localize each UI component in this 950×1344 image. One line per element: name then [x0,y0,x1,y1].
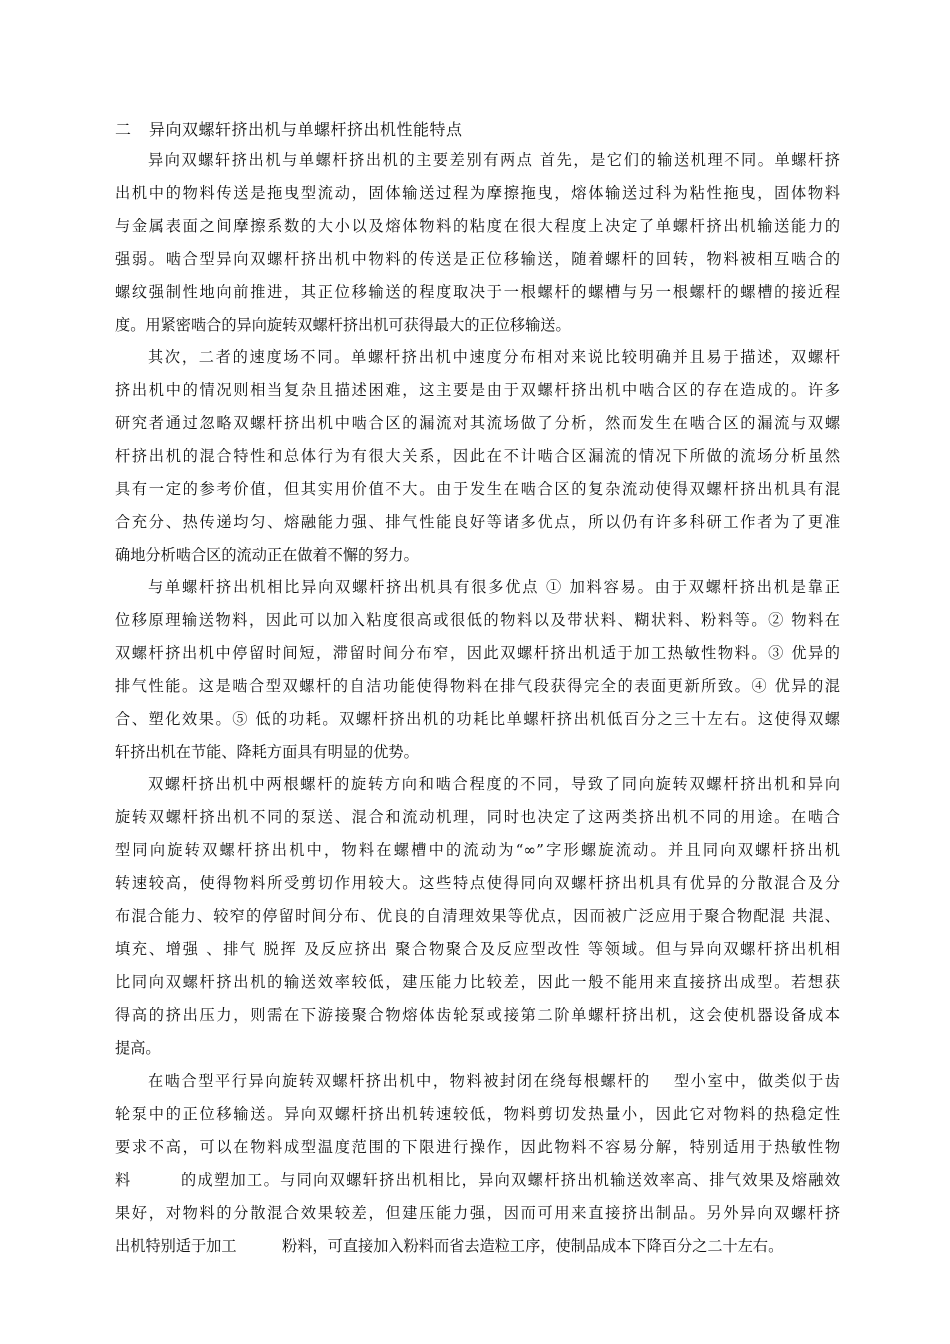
paragraph-1-line-1: 异向双螺轩挤出机与单螺杆挤出机的主要差别有两点 首先，是它们的输送机理不同。单螺杆挤 [148,151,840,169]
paragraph-4-line-6: 填充、增强 、排气 脱挥 及反应挤出 聚合物聚合及反应型改性 等领域。但与异向双螺杆挤出机相 [115,940,840,958]
paragraph-4-line-5: 布混合能力、较窄的停留时间分布、优良的自清理效果等优点，因而被广泛应用于聚合物配混 共混、 [115,907,840,925]
paragraph-3-line-4: 排气性能。这是啮合型双螺杆的自洁功能使得物料在排气段获得完全的表面更新所致。④ 优异的混 [115,677,840,695]
paragraph-2-line-6: 合充分、热传递均匀、熔融能力强、排气性能良好等诸多优点，所以仍有许多科研工作者为了更准 [115,513,840,531]
paragraph-4-line-1: 双螺杆挤出机中两根螺杆的旋转方向和啮合程度的不同，导致了同向旋转双螺杆挤出机和异向 [148,775,840,793]
section-heading [115,118,463,142]
paragraph-2-line-4: 杆挤出机的混合特性和总体行为有很大关系，因此在不计啮合区漏流的情况下所做的流场分析虽然 [115,447,840,465]
paragraph-5-line-1: 在啮合型平行异向旋转双螺杆挤出机中，物料被封闭在绕每根螺杆的 型小室中，做类似于齿 [148,1072,840,1090]
paragraph-5-line-4: 料 的成塑加工。与同向双螺轩挤出机相比，异向双螺杆挤出机输送效率高、排气效果及熔融效 [115,1171,840,1189]
paragraph-4-line-8: 得高的挤出压力，则需在下游接聚合物熔体齿轮泵或接第二阶单螺杆挤出机，这会使机器设备成本 [115,1006,840,1024]
paragraph-3-line-5: 合、塑化效果。⑤ 低的功耗。双螺杆挤出机的功耗比单螺杆挤出机低百分之三十左右。这使得双螺 [115,710,840,728]
paragraph-2-line-1: 其次，二者的速度场不同。单螺杆挤出机中速度分布相对来说比较明确并且易于描述，双螺杆 [148,348,840,366]
paragraph-1-line-2: 出机中的物料传送是拖曳型流动，固体输送过程为摩擦拖曳，熔体输送过科为粘性拖曳，固体物料 [115,184,840,202]
paragraph-5-line-6: 出机特别适于加工 粉料，可直接加入粉料而省去造粒工序，使制品成本下降百分之二十左右。 [115,1237,784,1255]
paragraph-1-line-6: 度。用紧密啮合的异向旋转双螺杆挤出机可获得最大的正位移输送。 [115,316,571,334]
paragraph-2-line-7: 确地分析啮合区的流动正在做着不懈的努力。 [115,546,419,564]
paragraph-3-line-2: 位移原理输送物料，因此可以加入粘度很高或很低的物料以及带状料、糊状料、粉料等。② 物料在 [115,611,840,629]
paragraph-3-line-6: 轩挤出机在节能、降耗方面具有明显的优势。 [115,743,419,761]
section-number: 二 [115,120,132,139]
paragraph-4-line-2: 旋转双螺杆挤出机不同的泵送、混合和流动机理，同时也决定了这两类挤出机不同的用途。在啮合 [115,808,840,826]
paragraph-4-line-4: 转速较高，使得物料所受剪切作用较大。这些特点使得同向双螺杆挤出机具有优异的分散混合及分 [115,874,840,892]
section-title: 异向双螺轩挤出机与单螺杆挤出机性能特点 [149,120,463,139]
paragraph-3-line-1: 与单螺杆挤出机相比异向双螺杆挤出机具有很多优点 ① 加料容易。由于双螺杆挤出机是靠正 [148,578,840,596]
paragraph-2-line-3: 研究者通过忽略双螺杆挤出机中啮合区的漏流对其流场做了分析，然而发生在啮合区的漏流与双螺 [115,414,840,432]
paragraph-1-line-5: 螺纹强制性地向前推进，其正位移输送的程度取决于一根螺杆的螺槽与另一根螺杆的螺槽的接近程 [115,283,840,301]
paragraph-4-line-7: 比同向双螺杆挤出机的输送效率较低，建压能力比较差，因此一般不能用来直接挤出成型。若想获 [115,973,840,991]
paragraph-4-line-3: 型同向旋转双螺杆挤出机中，物料在螺槽中的流动为“∞”字形螺旋流动。并且同向双螺杆挤出机 [115,841,840,859]
paragraph-5-line-5: 果好，对物料的分散混合效果较差，但建压能力强，因而可用来直接挤出制品。另外异向双螺杆挤 [115,1204,840,1222]
paragraph-1-line-4: 强弱。啮合型异向双螺杆挤出机中物料的传送是正位移输送，随着螺杆的回转，物料被相互啮合的 [115,250,840,268]
paragraph-5-line-2: 轮泵中的正位移输送。异向双螺杆挤出机转速较低，物料剪切发热量小，因此它对物料的热稳定性 [115,1105,840,1123]
paragraph-3-line-3: 双螺杆挤出机中停留时间短，滞留时间分布窄，因此双螺杆挤出机适于加工热敏性物料。③ 优异的 [115,644,840,662]
paragraph-1-line-3: 与金属表面之间摩擦系数的大小以及熔体物料的粘度在很大程度上决定了单螺杆挤出机输送能力的 [115,217,840,235]
paragraph-4-line-9: 提高。 [115,1039,161,1057]
paragraph-2-line-2: 挤出机中的情况则相当复杂且描述困难，这主要是由于双螺杆挤出机中啮合区的存在造成的。许多 [115,381,840,399]
paragraph-5-line-3: 要求不高，可以在物料成型温度范围的下限进行操作，因此物料不容易分解，特别适用于热敏性物 [115,1138,840,1156]
paragraph-2-line-5: 具有一定的参考价值，但其实用价值不大。由于发生在啮合区的复杂流动使得双螺杆挤出机具有混 [115,480,840,498]
